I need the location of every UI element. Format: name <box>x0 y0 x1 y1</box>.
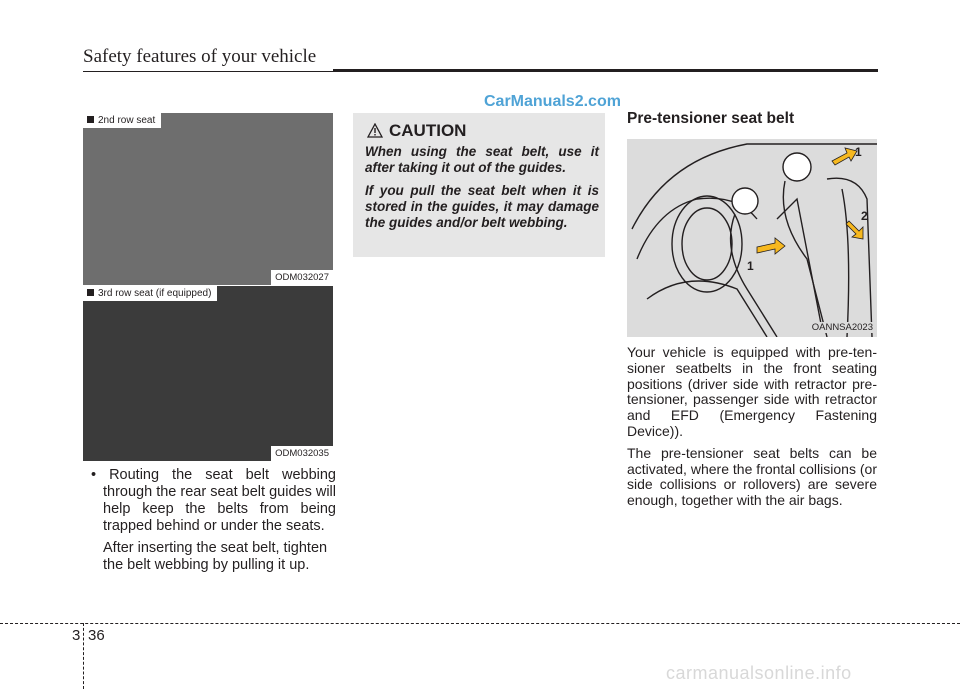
callout-label: 1 <box>855 145 862 159</box>
bullet-item <box>86 467 336 535</box>
photo-caption <box>83 286 217 301</box>
section-paragraph: Your vehicle is equipped with pre-ten- sioner seatbelts in the front seating positions (driver side with retractor pre-tensioner, passenger side with retractor and EFD (Emergency Fastening Device)). <box>627 344 877 439</box>
square-bullet-icon <box>87 116 94 123</box>
photo-caption-text: 2nd row seat <box>98 115 156 126</box>
footer-rule <box>0 623 960 624</box>
bullet-text <box>86 467 336 574</box>
caution-text <box>365 144 599 238</box>
pretensioner-illustration <box>627 139 877 337</box>
warning-triangle-icon <box>367 123 383 138</box>
caution-box <box>353 113 605 257</box>
header-rule-thick <box>333 69 878 72</box>
section-paragraph: The pre-tensioner seat belts can be activated, where the frontal collisions (or side collisions or rollovers) are severe enough, together with the air bags. <box>627 444 877 509</box>
bullet-dot: • <box>91 467 110 483</box>
callout-label: 1 <box>747 259 754 273</box>
car-interior-drawing <box>627 139 877 337</box>
caution-paragraph: If you pull the seat belt when it is stored in the guides, it may damage the guides and/or belt webbing. <box>365 183 599 230</box>
photo-code: ODM032035 <box>271 446 333 461</box>
photo-code: ODM032027 <box>271 270 333 285</box>
caution-paragraph: When using the seat belt, use it after taking it out of the guides. <box>365 144 599 175</box>
chapter-number: 3 <box>72 627 81 644</box>
section-title: Pre-tensioner seat belt <box>627 110 795 127</box>
caution-heading <box>367 121 466 141</box>
watermark-top: CarManuals2.com <box>484 93 621 110</box>
page-number: 36 <box>88 627 105 644</box>
photo-3rd-row-seat <box>83 286 333 461</box>
bullet-item-text: Routing the seat belt webbing through the rear seat belt guides will help keep the belts from being trapped behind or under the seats. <box>103 467 336 534</box>
section-body <box>627 345 877 515</box>
bullet-followup: After inserting the seat belt, tighten the belt webbing by pulling it up. <box>103 540 328 573</box>
caution-title: CAUTION <box>389 121 467 140</box>
photo-caption <box>83 113 161 128</box>
footer-divider <box>83 623 84 689</box>
photo-caption-text: 3rd row seat (if equipped) <box>98 288 212 299</box>
photo-2nd-row-seat <box>83 113 333 285</box>
callout-label: 2 <box>861 209 868 223</box>
page-header-title: Safety features of your vehicle <box>83 46 317 67</box>
illustration-code: OANNSA2023 <box>811 322 873 333</box>
square-bullet-icon <box>87 289 94 296</box>
watermark-bottom: carmanualsonline.info <box>666 663 852 683</box>
